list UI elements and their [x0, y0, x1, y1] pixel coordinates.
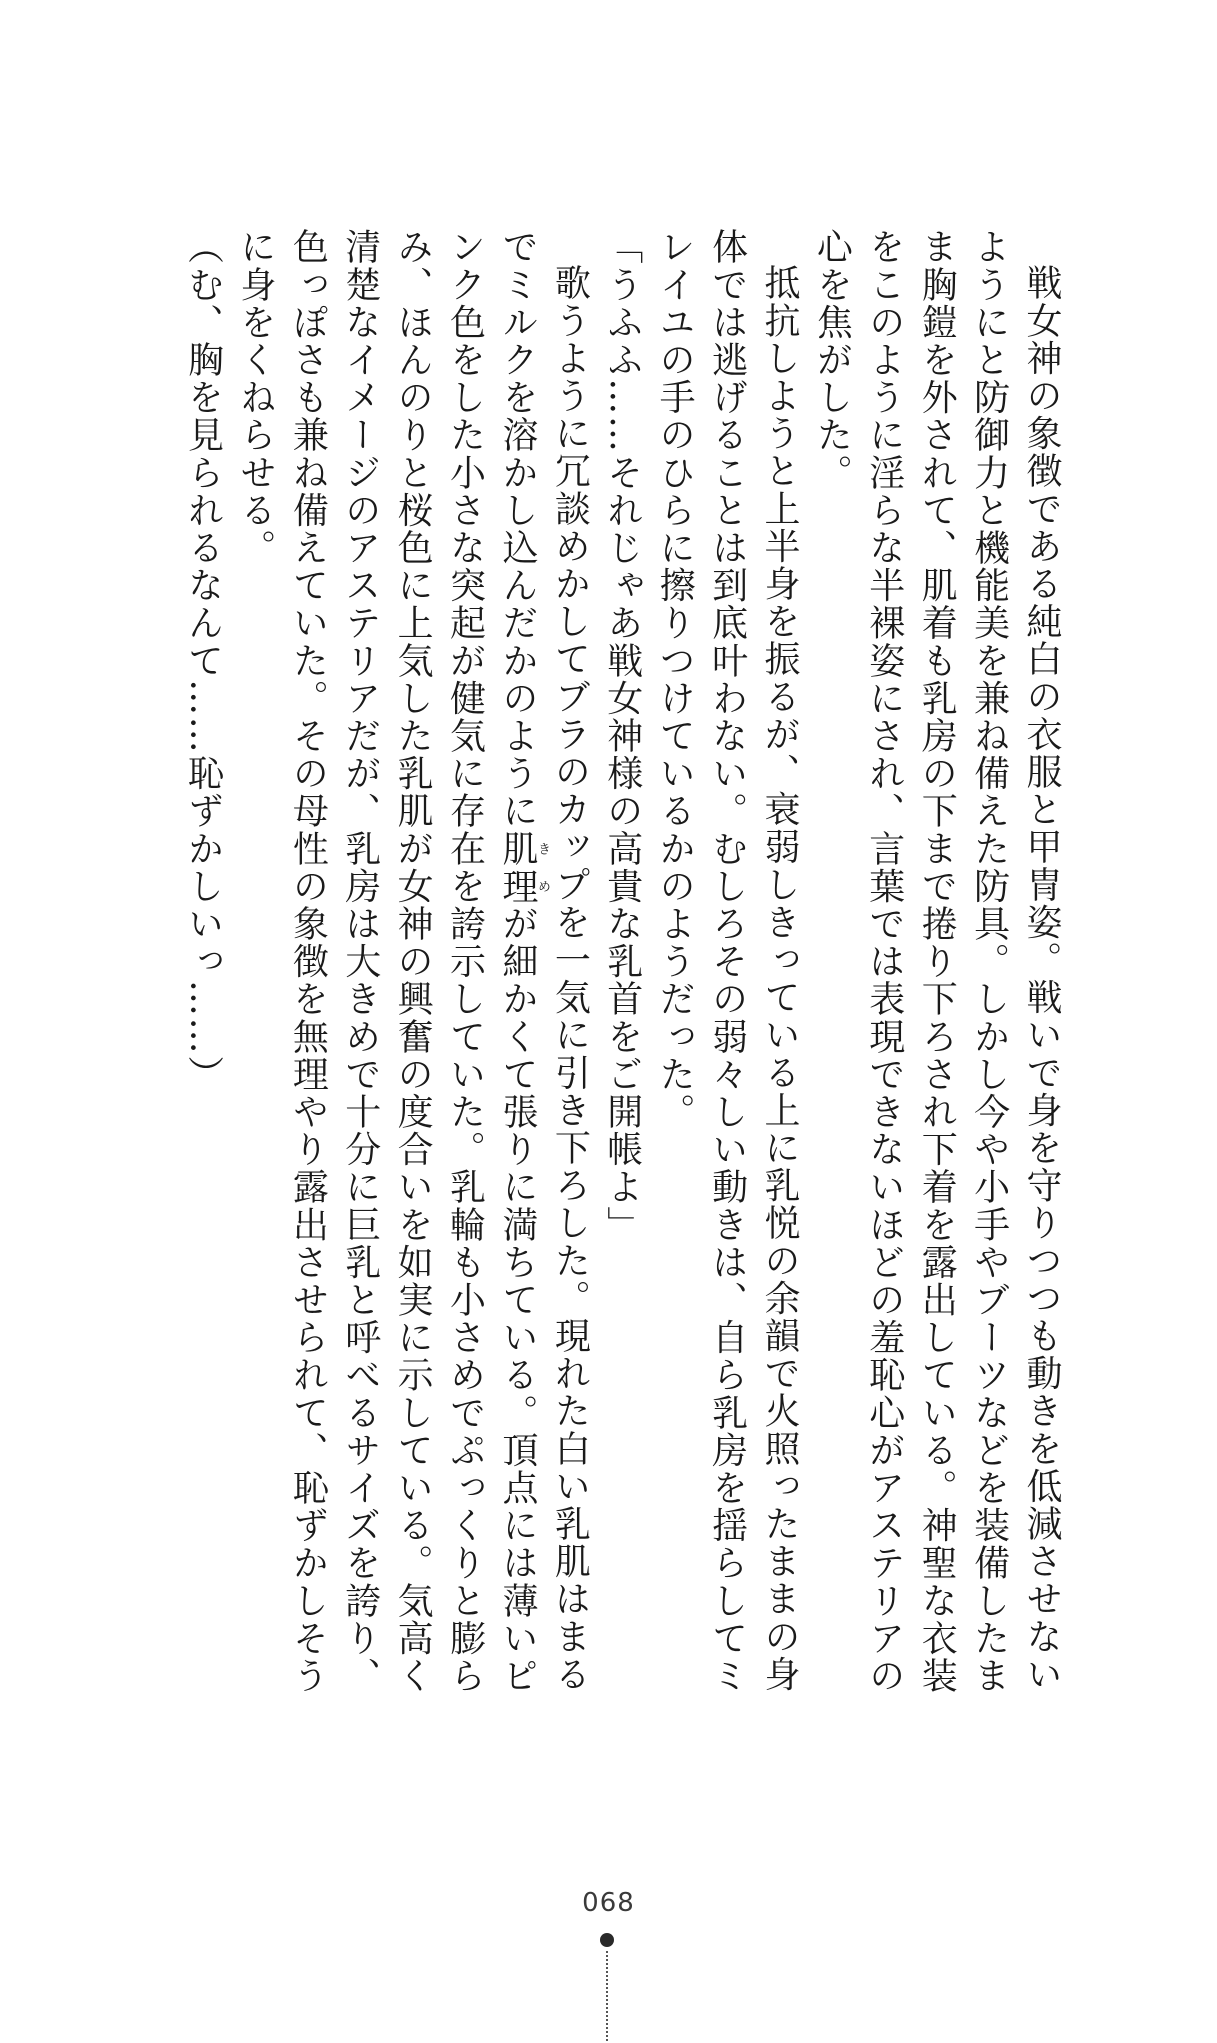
- ruby-reading: きめ: [534, 829, 550, 905]
- marker-dot-icon: [600, 1933, 614, 1947]
- ruby-base: 肌理: [496, 829, 538, 905]
- paragraph-1: 戦女神の象徴である純白の衣服と甲冑姿。戦いで身を守りつつも動きを低減させないようにと防御力と機能美を兼ね備えた防具。しかし今や小手やブーツなどを装備したまま胸鎧を外されて、肌着も乳房の下まで捲り下ろされ下着を露出している。神聖な衣装をこのように淫らな半裸姿にされ、言葉では表現できないほどの羞恥心がアステリアの心を焦がした。: [811, 228, 1062, 1695]
- page-marker-decoration: [600, 1933, 614, 2043]
- dialogue-line: 「うふふ……それじゃあ戦女神様の高貴な乳首をご開帳よ」: [601, 228, 643, 1244]
- marker-dotted-line: [606, 1951, 608, 2041]
- paragraph-4-part-b: が細かくて張りに満ちている。頂点には薄いピンク色をした小さな突起が健気に存在を誇示していた。乳輪も小さめでぷっくりと膨らみ、ほんのりと桜色に上気した乳肌が女神の興奮の度合いを如実に示している。気高く清楚なイメージのアステリアだが、乳房は大きめで十分に巨乳と呼べるサイズを誇り、色っぽさも兼ね備えていた。その母性の象徴を無理やり露出させられて、恥ずかしそうに身をくねらせる。: [234, 228, 538, 1695]
- paragraph-2: 抵抗しようと上半身を振るが、衰弱しきっている上に乳悦の余韻で火照ったままの身体では逃げることは到底叶わない。むしろその弱々しい動きは、自ら乳房を揺らしてミレイユの手のひらに擦りつけているかのようだった。: [654, 228, 800, 1695]
- paragraph-4: [229, 228, 596, 1698]
- page-number: 068: [582, 1888, 635, 1918]
- paragraph-4-part-a: 歌うように冗談めかしてブラのカップを一気に引き下ろした。現れた白い乳肌はまるでミルクを溶かし込んだかのように: [496, 228, 591, 1693]
- vertical-text-body: [157, 228, 1067, 1698]
- ruby-kime: [496, 829, 550, 905]
- inner-thought-line: （む、胸を見られるなんて……恥ずかしいっ……）: [182, 228, 224, 1093]
